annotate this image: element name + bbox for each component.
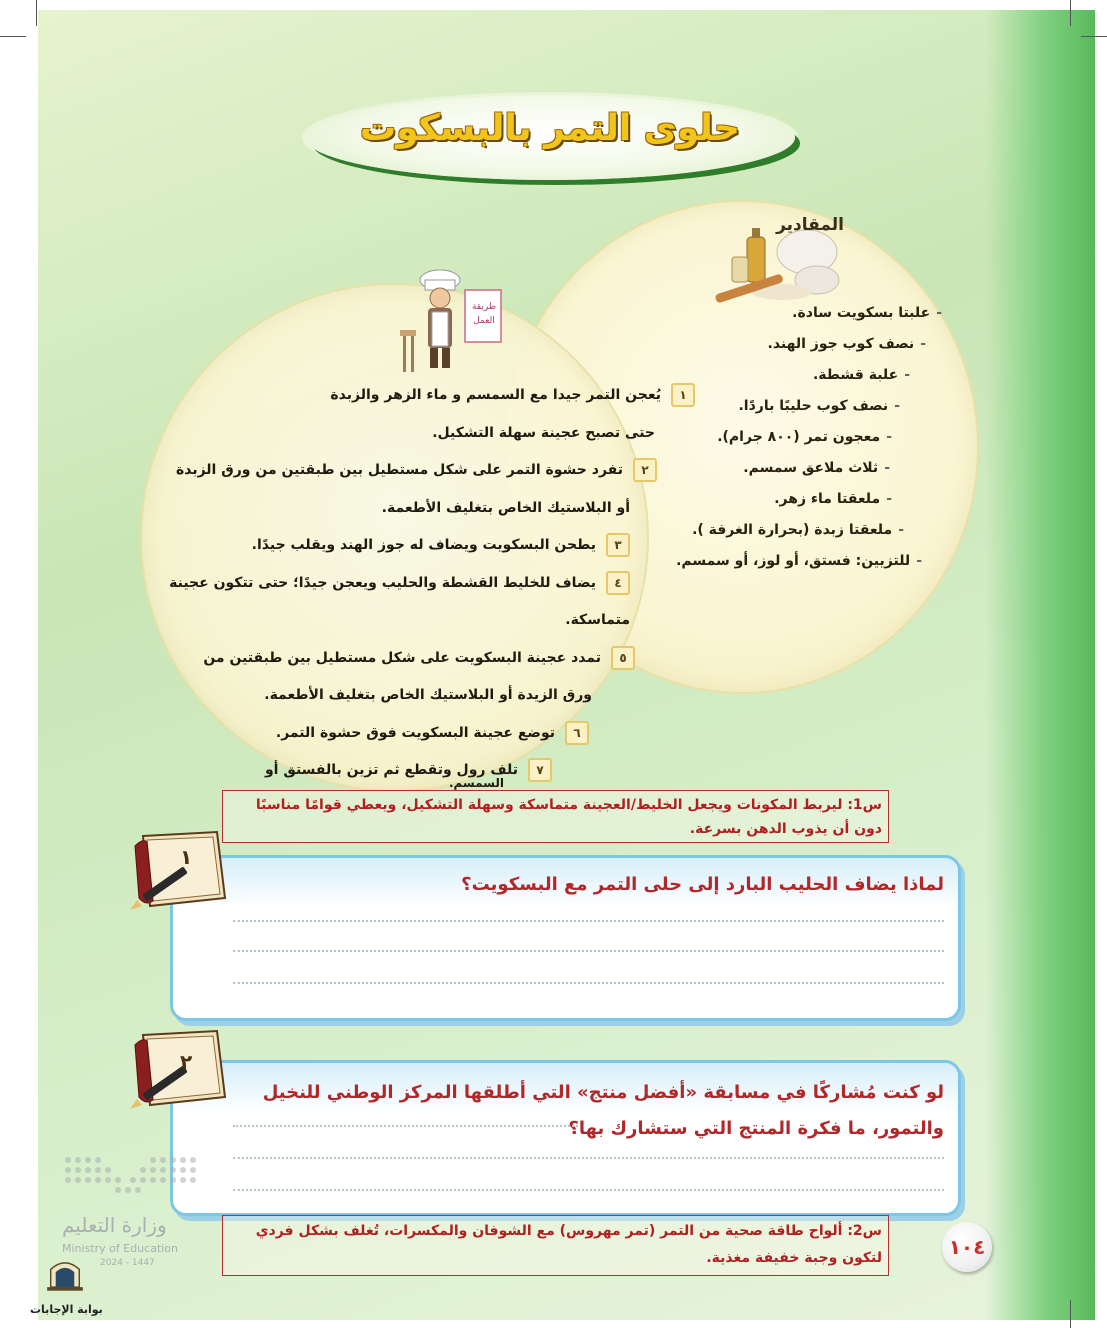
method-steps xyxy=(157,377,687,793)
step-number: ٤ xyxy=(606,571,630,595)
ingredient-item: -للتزيين: فستق، أو لوز، أو سمسم. xyxy=(676,553,922,569)
answer-line[interactable] xyxy=(233,982,944,984)
method-step-continuation: متماسكة. xyxy=(565,612,630,628)
green-edge-strip xyxy=(985,10,1095,1320)
method-step-continuation: أو البلاستيك الخاص بتغليف الأطعمة. xyxy=(381,499,630,516)
ingredient-item: -معجون تمر (٨٠٠ جرام). xyxy=(717,429,892,445)
ingredient-item: -علبتا بسكويت سادة. xyxy=(792,305,942,321)
question-1-card xyxy=(170,855,961,1021)
question-2-number: ٢ xyxy=(180,1050,193,1074)
step-number: ١ xyxy=(671,383,695,407)
method-step-continuation: ورق الزيدة أو البلاستيك الخاص بتغليف الأطعمة. xyxy=(264,687,592,703)
method-step: ٥تمدد عجينة البسكويت على شكل مستطيل بين طبقتين من xyxy=(157,640,635,678)
crop-mark xyxy=(0,36,26,37)
method-step: ٣يطحن البسكويت ويضاف له جوز الهند ويقلب جيدًا. xyxy=(157,527,630,565)
ingredients-heading: المقادير xyxy=(776,215,844,235)
ministry-name-arabic: وزارة التعليم xyxy=(62,1213,167,1237)
ministry-year: 2024 - 1447 xyxy=(100,1258,155,1268)
method-step: ٤يضاف للخليط القشطة والحليب ويعجن جيدًا؛ حتى تتكون عجينة xyxy=(157,565,630,603)
ingredient-item: -علبة قشطة. xyxy=(812,367,910,383)
method-step: ٧تلف رول وتقطع ثم تزين بالفستق أو xyxy=(157,752,552,790)
answer-1-box: س1: ليربط المكونات ويجعل الخليط/العجينة متماسكة وسهلة التشكيل، ويعطي قوامًا مناسبًا دون أن يذوب الدهن بسرعة. xyxy=(222,790,889,843)
ingredient-item: -نصف كوب جوز الهند. xyxy=(767,336,926,352)
ministry-name-english: Ministry of Education xyxy=(62,1242,179,1255)
crop-mark xyxy=(1070,1300,1071,1328)
method-step-continuation: حتى تصبح عجينة سهلة التشكيل. xyxy=(432,424,655,441)
ingredient-item: -ملعقتا زبدة (بحرارة الغرفة ). xyxy=(692,522,904,538)
ingredient-item: -ثلاث ملاعق سمسم. xyxy=(743,460,890,476)
step-number: ٧ xyxy=(528,758,552,782)
crop-mark xyxy=(1081,36,1107,37)
answer-line[interactable] xyxy=(233,950,944,952)
step-number: ٥ xyxy=(611,646,635,670)
step-number: ٢ xyxy=(633,458,657,482)
page-title: حلوى التمر بالبسكوت xyxy=(360,108,740,149)
answers-portal-label[interactable]: بوابة الإجابات xyxy=(30,1303,103,1316)
method-step: ٢تفرد حشوة التمر على شكل مستطيل بين طبقتين من ورق الزبدة xyxy=(157,452,657,490)
notebook-pencil-icon xyxy=(125,828,235,913)
ingredient-item: -ملعقتا ماء زهر. xyxy=(774,491,892,507)
step-number: ٣ xyxy=(606,533,630,557)
answers-portal-logo-icon[interactable] xyxy=(30,1255,100,1305)
crop-mark xyxy=(1070,0,1071,26)
ingredient-item: -نصف كوب حليبًا باردًا. xyxy=(738,398,900,414)
question-1-text: لماذا يضاف الحليب البارد إلى حلى التمر مع البسكويت؟ xyxy=(461,874,944,895)
question-2-text: لو كنت مُشاركًا في مسابقة «أفضل منتج» التي أطلقها المركز الوطني للنخيل والتمور، ما فكرة المنتج التي ستشارك بها؟ xyxy=(262,1082,944,1139)
method-step-continuation: السمسم. xyxy=(448,775,504,790)
answer-2-box: س2: ألواح طاقة صحية من التمر (تمر مهروس) مع الشوفان والمكسرات، تُغلف بشكل فردي لتكون وجبة خفيفة مغذية. xyxy=(222,1215,889,1276)
question-2-card xyxy=(170,1060,961,1216)
answer-line[interactable] xyxy=(233,920,944,922)
step-number: ٦ xyxy=(565,721,589,745)
method-step: ١يُعجن التمر جيدا مع السمسم و ماء الزهر والزبدة xyxy=(157,377,695,415)
method-sign-label: طريقة العمل xyxy=(471,302,496,326)
question-1-number: ١ xyxy=(180,845,193,869)
page-number: ١٠٤ xyxy=(942,1222,992,1272)
answer-line[interactable] xyxy=(233,1125,578,1127)
crop-mark xyxy=(36,0,37,26)
answer-line[interactable] xyxy=(233,1189,944,1191)
answer-line[interactable] xyxy=(233,1157,944,1159)
ingredients-list xyxy=(642,303,942,582)
method-step: ٦توضع عجينة البسكويت فوق حشوة التمر. xyxy=(157,715,589,753)
